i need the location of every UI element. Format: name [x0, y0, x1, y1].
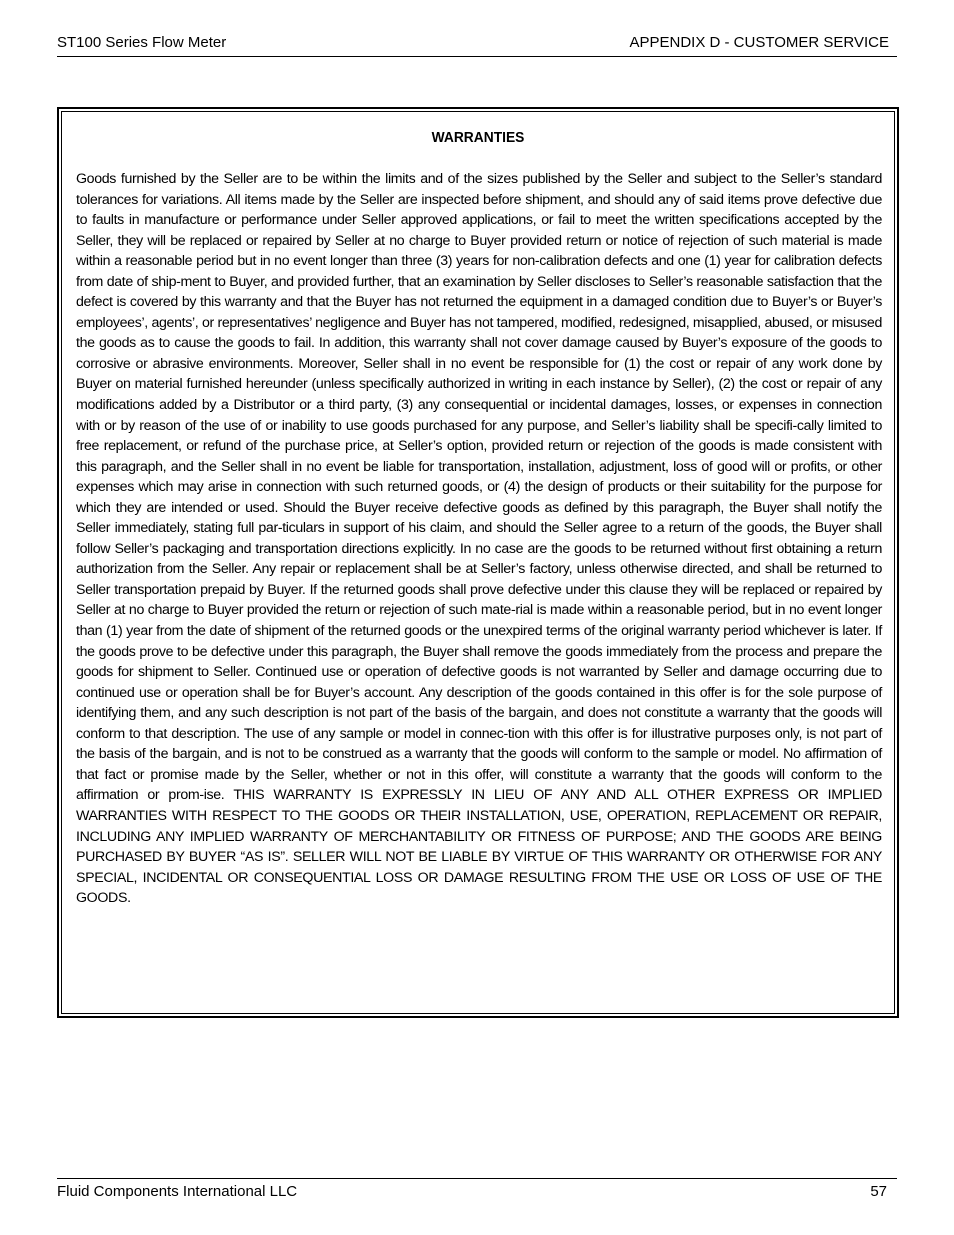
- warranties-box: [57, 107, 899, 1018]
- page-footer: [57, 1178, 897, 1209]
- warranties-title: WARRANTIES: [431, 129, 525, 146]
- header-document-title: ST100 Series Flow Meter: [57, 34, 227, 51]
- page-header: [57, 30, 897, 57]
- footer-page-number: 57: [870, 1183, 887, 1200]
- header-section-title: APPENDIX D - CUSTOMER SERVICE: [629, 34, 889, 51]
- warranties-body: Goods furnished by the Seller are to be within the limits and of the sizes published by the Seller and subject to the Seller’s standard tolerances for variations. All items made by the Seller are inspected before shipment, and should any of said items prove defective due to faults in manufacture or performance under Seller approved applications, or fail to meet the written specifications accepted by the Seller, they will be replaced or repaired by Seller at no charge to Buyer provided return or notice of rejection of such material is made within a reasonable period but in no event longer than three (3) years for non-calibration defects and one (1) year for calibration defects from date of ship-ment to Buyer, and provided further, that an examination by Seller discloses to Seller’s reasonable satisfaction that the defect is covered by this warranty and that the Buyer has not returned the equipment in a damaged condition due to Buyer’s or Buyer’s employees’, agents’, or representatives’ negligence and Buyer has not tampered, modified, redesigned, misapplied, abused, or misused the goods as to cause the goods to fail. In addition, this warranty shall not cover damage caused by Buyer’s exposure of the goods to corrosive or abrasive environments. Moreover, Seller shall in no event be responsible for (1) the cost or repair of any work done by Buyer on material furnished hereunder (unless specifically authorized in writing in each instance by Seller), (2) the cost or repair of any modifications added by a Distributor or a third party, (3) any consequential or incidental damages, losses, or expenses in connection with or by reason of the use of or inability to use goods purchased for any purpose, and Seller’s liability shall be specifi-cally limited to free replacement, or refund of the purchase price, at Seller’s option, provided return or rejection of the goods is made consistent with this paragraph, and the Seller shall in no event be liable for transportation, installation, adjustment, loss of good will or profits, or other expenses which may arise in connection with such returned goods, or (4) the design of products or their suitability for the purpose for which they are intended or used. Should the Buyer receive defective goods as defined by this paragraph, the Buyer shall notify the Seller immediately, stating full par-ticulars in support of his claim, and should the Seller agree to a return of the goods, the Buyer shall follow Seller’s packaging and transportation directions explicitly. In no case are the goods to be returned without first obtaining a return authorization from the Seller. Any repair or replacement shall be at Seller’s factory, unless otherwise directed, and shall be returned to Seller transportation prepaid by Buyer. If the returned goods shall prove defective under this clause they will be replaced or repaired by Seller at no charge to Buyer provided the return or rejection of such mate-rial is made within a reasonable period, but in no event longer than (1) year from the date of shipment of the returned goods or the unexpired terms of the original warranty period whichever is later. If the goods prove to be defective under this paragraph, the Buyer shall remove the goods immediately from the process and prepare the goods for shipment to Seller. Continued use or operation of defective goods is not warranted by Seller and damage occurring due to continued use or operation shall be for Buyer’s account. Any description of the goods contained in this offer is for the sole purpose of identifying them, and any such description is not part of the basis of the bargain, and does not constitute a warranty that the goods will conform to that description. The use of any sample or model in connec-tion with this offer is for illustrative purposes only, is not part of the basis of the bargain, and is not to be construed as a warranty that the goods will conform to the sample or model. No affirmation of that fact or promise made by the Seller, whether or not in this offer, will constitute a warranty that the goods will conform to the affirmation or prom-ise. THIS WARRANTY IS EXPRESSLY IN LIEU OF ANY AND ALL OTHER EXPRESS OR IMPLIED WARRANTIES WITH RESPECT TO THE GOODS OR THEIR INSTALLATION, USE, OPERATION, REPLACEMENT OR REPAIR, INCLUDING ANY IMPLIED WARRANTY OF MERCHANTABILITY OR FITNESS OF PURPOSE; AND THE GOODS ARE BEING PURCHASED BY BUYER “AS IS”. SELLER WILL NOT BE LIABLE BY VIRTUE OF THIS WARRANTY OR OTHERWISE FOR ANY SPECIAL, INCIDENTAL OR CONSEQUENTIAL LOSS OR DAMAGE RESULTING FROM THE USE OR LOSS OF USE OF THE GOODS.: [76, 171, 882, 907]
- warranties-box-inner-border: [61, 111, 895, 1014]
- footer-company-name: Fluid Components International LLC: [57, 1183, 298, 1200]
